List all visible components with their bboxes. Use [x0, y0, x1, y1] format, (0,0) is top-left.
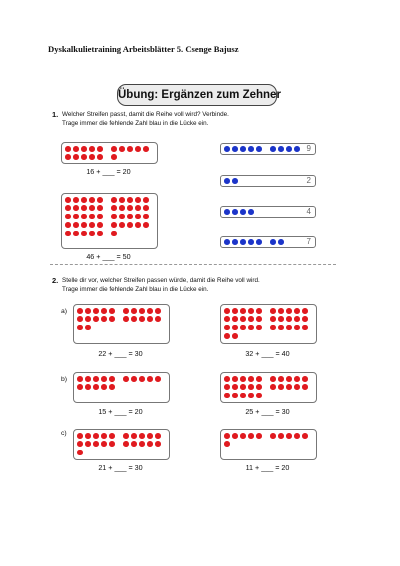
red-dot	[232, 316, 238, 322]
red-dot	[256, 393, 262, 399]
red-dot	[127, 222, 133, 228]
red-dot	[278, 325, 284, 331]
task2-equation: 25 + ___ = 30	[245, 407, 290, 416]
red-dot	[302, 376, 308, 382]
red-dot	[65, 231, 71, 237]
strip-number: 2	[306, 176, 311, 185]
red-dot	[111, 214, 117, 220]
red-dot	[224, 376, 230, 382]
red-dot	[135, 205, 141, 211]
red-dot	[286, 376, 292, 382]
red-dot	[77, 441, 83, 447]
red-dot	[143, 197, 149, 203]
red-dot	[77, 384, 83, 390]
red-dot	[232, 393, 238, 399]
red-dot	[248, 376, 254, 382]
red-dot	[278, 316, 284, 322]
red-dot	[127, 214, 133, 220]
red-dot	[302, 325, 308, 331]
red-dot	[73, 222, 79, 228]
section-divider	[50, 264, 336, 265]
red-dot	[97, 146, 103, 152]
task1-number: 1.	[52, 110, 59, 119]
blue-dot	[224, 209, 230, 215]
blue-dot	[240, 239, 246, 245]
red-dot	[77, 325, 83, 331]
red-dot	[139, 441, 145, 447]
red-dot	[89, 231, 95, 237]
red-dot	[139, 376, 145, 382]
red-dot	[131, 441, 137, 447]
worksheet-banner: Übung: Ergänzen zum Zehner	[117, 84, 277, 106]
red-dot	[77, 433, 83, 439]
task2-equation: 32 + ___ = 40	[245, 349, 290, 358]
red-dot	[127, 205, 133, 211]
red-dot	[232, 376, 238, 382]
red-dot	[123, 308, 129, 314]
red-dot	[85, 325, 91, 331]
red-dot	[224, 384, 230, 390]
red-dot	[81, 154, 87, 160]
red-dot	[81, 146, 87, 152]
red-dot	[93, 433, 99, 439]
red-dot	[65, 205, 71, 211]
red-dot	[302, 433, 308, 439]
red-dot	[109, 316, 115, 322]
red-dot	[294, 433, 300, 439]
red-dot	[135, 197, 141, 203]
red-dot	[256, 433, 262, 439]
red-dot	[101, 316, 107, 322]
blue-dot	[232, 178, 238, 184]
red-dot	[111, 231, 117, 237]
blue-dot	[240, 209, 246, 215]
blue-dot	[286, 146, 292, 152]
blue-dot	[278, 239, 284, 245]
task2-equation: 11 + ___ = 20	[245, 463, 290, 472]
red-dot	[224, 316, 230, 322]
red-dot	[65, 197, 71, 203]
red-dot	[97, 214, 103, 220]
red-dot	[248, 316, 254, 322]
red-dot	[147, 308, 153, 314]
red-dot	[97, 231, 103, 237]
task2-item-label: b)	[61, 376, 68, 383]
red-dot	[143, 214, 149, 220]
red-dot	[89, 205, 95, 211]
red-dot	[147, 441, 153, 447]
task2-number: 2.	[52, 276, 59, 285]
task1-strip	[220, 175, 316, 187]
red-dot	[77, 308, 83, 314]
red-dot	[240, 308, 246, 314]
red-dot	[224, 333, 230, 339]
red-dot	[109, 441, 115, 447]
red-dot	[240, 316, 246, 322]
red-dot	[270, 433, 276, 439]
red-dot	[65, 214, 71, 220]
red-dot	[97, 222, 103, 228]
red-dot	[127, 197, 133, 203]
document-title: Dyskalkulietraining Arbeitsblätter 5. Csenge Bajusz	[48, 44, 239, 54]
red-dot	[270, 325, 276, 331]
red-dot	[256, 376, 262, 382]
red-dot	[232, 433, 238, 439]
red-dot	[85, 376, 91, 382]
red-dot	[131, 433, 137, 439]
red-dot	[135, 222, 141, 228]
red-dot	[65, 146, 71, 152]
blue-dot	[248, 209, 254, 215]
red-dot	[278, 308, 284, 314]
red-dot	[139, 316, 145, 322]
task1-equation: 16 + ___ = 20	[86, 167, 131, 176]
red-dot	[302, 384, 308, 390]
red-dot	[286, 308, 292, 314]
strip-number: 9	[306, 144, 311, 153]
red-dot	[270, 384, 276, 390]
red-dot	[155, 433, 161, 439]
red-dot	[240, 393, 246, 399]
red-dot	[131, 376, 137, 382]
red-dot	[270, 308, 276, 314]
blue-dot	[224, 178, 230, 184]
red-dot	[111, 222, 117, 228]
strip-number: 7	[306, 237, 311, 246]
blue-dot	[232, 146, 238, 152]
red-dot	[256, 308, 262, 314]
red-dot	[123, 441, 129, 447]
red-dot	[101, 308, 107, 314]
red-dot	[224, 308, 230, 314]
red-dot	[270, 316, 276, 322]
task1-dot-box	[61, 142, 158, 164]
task1-strip	[220, 236, 316, 248]
task1-strip	[220, 143, 316, 155]
red-dot	[81, 214, 87, 220]
blue-dot	[232, 239, 238, 245]
red-dot	[240, 325, 246, 331]
red-dot	[248, 393, 254, 399]
red-dot	[101, 384, 107, 390]
task1-equation: 46 + ___ = 50	[86, 252, 131, 261]
red-dot	[73, 205, 79, 211]
blue-dot	[248, 146, 254, 152]
red-dot	[89, 222, 95, 228]
red-dot	[135, 214, 141, 220]
red-dot	[155, 316, 161, 322]
task2-equation: 22 + ___ = 30	[98, 349, 143, 358]
red-dot	[127, 146, 133, 152]
task2-equation: 15 + ___ = 20	[98, 407, 143, 416]
red-dot	[119, 197, 125, 203]
red-dot	[139, 308, 145, 314]
red-dot	[77, 450, 83, 456]
red-dot	[224, 433, 230, 439]
blue-dot	[278, 146, 284, 152]
red-dot	[109, 308, 115, 314]
task1-instruction-line2: Trage immer die fehlende Zahl blau in die Lücke ein.	[62, 120, 209, 127]
red-dot	[123, 376, 129, 382]
task2-dot-box	[73, 372, 170, 403]
red-dot	[111, 205, 117, 211]
red-dot	[123, 433, 129, 439]
red-dot	[294, 316, 300, 322]
red-dot	[73, 231, 79, 237]
task2-dot-box	[220, 304, 317, 344]
red-dot	[294, 308, 300, 314]
red-dot	[109, 433, 115, 439]
red-dot	[119, 205, 125, 211]
red-dot	[147, 376, 153, 382]
task1-strip	[220, 206, 316, 218]
red-dot	[232, 325, 238, 331]
red-dot	[240, 376, 246, 382]
task2-dot-box	[220, 372, 317, 403]
red-dot	[224, 325, 230, 331]
red-dot	[123, 316, 129, 322]
red-dot	[131, 308, 137, 314]
red-dot	[294, 376, 300, 382]
red-dot	[256, 325, 262, 331]
red-dot	[81, 231, 87, 237]
task2-dot-box	[73, 429, 170, 460]
red-dot	[248, 325, 254, 331]
red-dot	[147, 316, 153, 322]
task2-dot-box	[73, 304, 170, 344]
red-dot	[232, 384, 238, 390]
red-dot	[248, 433, 254, 439]
red-dot	[93, 384, 99, 390]
worksheet	[50, 76, 336, 478]
red-dot	[139, 433, 145, 439]
red-dot	[97, 154, 103, 160]
red-dot	[286, 325, 292, 331]
red-dot	[155, 441, 161, 447]
red-dot	[73, 214, 79, 220]
red-dot	[85, 308, 91, 314]
task2-dot-box	[220, 429, 317, 460]
red-dot	[109, 384, 115, 390]
red-dot	[302, 316, 308, 322]
task2-item-label: c)	[61, 430, 67, 437]
red-dot	[232, 308, 238, 314]
red-dot	[85, 433, 91, 439]
red-dot	[111, 146, 117, 152]
red-dot	[97, 197, 103, 203]
red-dot	[81, 197, 87, 203]
strip-number: 4	[306, 207, 311, 216]
task2-equation: 21 + ___ = 30	[98, 463, 143, 472]
red-dot	[81, 222, 87, 228]
red-dot	[224, 393, 230, 399]
red-dot	[89, 146, 95, 152]
red-dot	[77, 376, 83, 382]
red-dot	[65, 154, 71, 160]
red-dot	[131, 316, 137, 322]
red-dot	[232, 333, 238, 339]
red-dot	[135, 146, 141, 152]
red-dot	[101, 433, 107, 439]
blue-dot	[256, 239, 262, 245]
red-dot	[256, 316, 262, 322]
red-dot	[143, 222, 149, 228]
red-dot	[155, 376, 161, 382]
red-dot	[240, 433, 246, 439]
red-dot	[278, 376, 284, 382]
red-dot	[89, 197, 95, 203]
red-dot	[270, 376, 276, 382]
red-dot	[85, 316, 91, 322]
task2-instruction-line2: Trage immer die fehlende Zahl blau in die Lücke ein.	[62, 286, 209, 293]
task2-instruction-line1: Stelle dir vor, welcher Streifen passen würde, damit die Reihe voll wird.	[62, 277, 260, 284]
blue-dot	[240, 146, 246, 152]
blue-dot	[294, 146, 300, 152]
red-dot	[294, 384, 300, 390]
red-dot	[278, 384, 284, 390]
blue-dot	[224, 239, 230, 245]
red-dot	[97, 205, 103, 211]
red-dot	[111, 154, 117, 160]
red-dot	[93, 376, 99, 382]
red-dot	[73, 197, 79, 203]
red-dot	[73, 146, 79, 152]
red-dot	[93, 316, 99, 322]
task2-item-label: a)	[61, 308, 68, 315]
red-dot	[240, 384, 246, 390]
red-dot	[278, 433, 284, 439]
red-dot	[111, 197, 117, 203]
red-dot	[93, 441, 99, 447]
blue-dot	[270, 146, 276, 152]
blue-dot	[256, 146, 262, 152]
blue-dot	[270, 239, 276, 245]
blue-dot	[248, 239, 254, 245]
red-dot	[286, 384, 292, 390]
red-dot	[101, 376, 107, 382]
red-dot	[256, 384, 262, 390]
red-dot	[147, 433, 153, 439]
red-dot	[294, 325, 300, 331]
red-dot	[302, 308, 308, 314]
red-dot	[286, 316, 292, 322]
red-dot	[65, 222, 71, 228]
red-dot	[143, 146, 149, 152]
red-dot	[286, 433, 292, 439]
red-dot	[109, 376, 115, 382]
red-dot	[248, 308, 254, 314]
red-dot	[81, 205, 87, 211]
red-dot	[93, 308, 99, 314]
red-dot	[101, 441, 107, 447]
blue-dot	[224, 146, 230, 152]
red-dot	[155, 308, 161, 314]
red-dot	[248, 384, 254, 390]
task1-dot-box	[61, 193, 158, 249]
red-dot	[119, 222, 125, 228]
red-dot	[85, 384, 91, 390]
red-dot	[85, 441, 91, 447]
red-dot	[89, 154, 95, 160]
task1-instruction-line1: Welcher Streifen passt, damit die Reihe voll wird? Verbinde.	[62, 111, 229, 118]
red-dot	[224, 441, 230, 447]
red-dot	[143, 205, 149, 211]
blue-dot	[232, 209, 238, 215]
red-dot	[73, 154, 79, 160]
red-dot	[119, 146, 125, 152]
red-dot	[119, 214, 125, 220]
red-dot	[77, 316, 83, 322]
red-dot	[89, 214, 95, 220]
